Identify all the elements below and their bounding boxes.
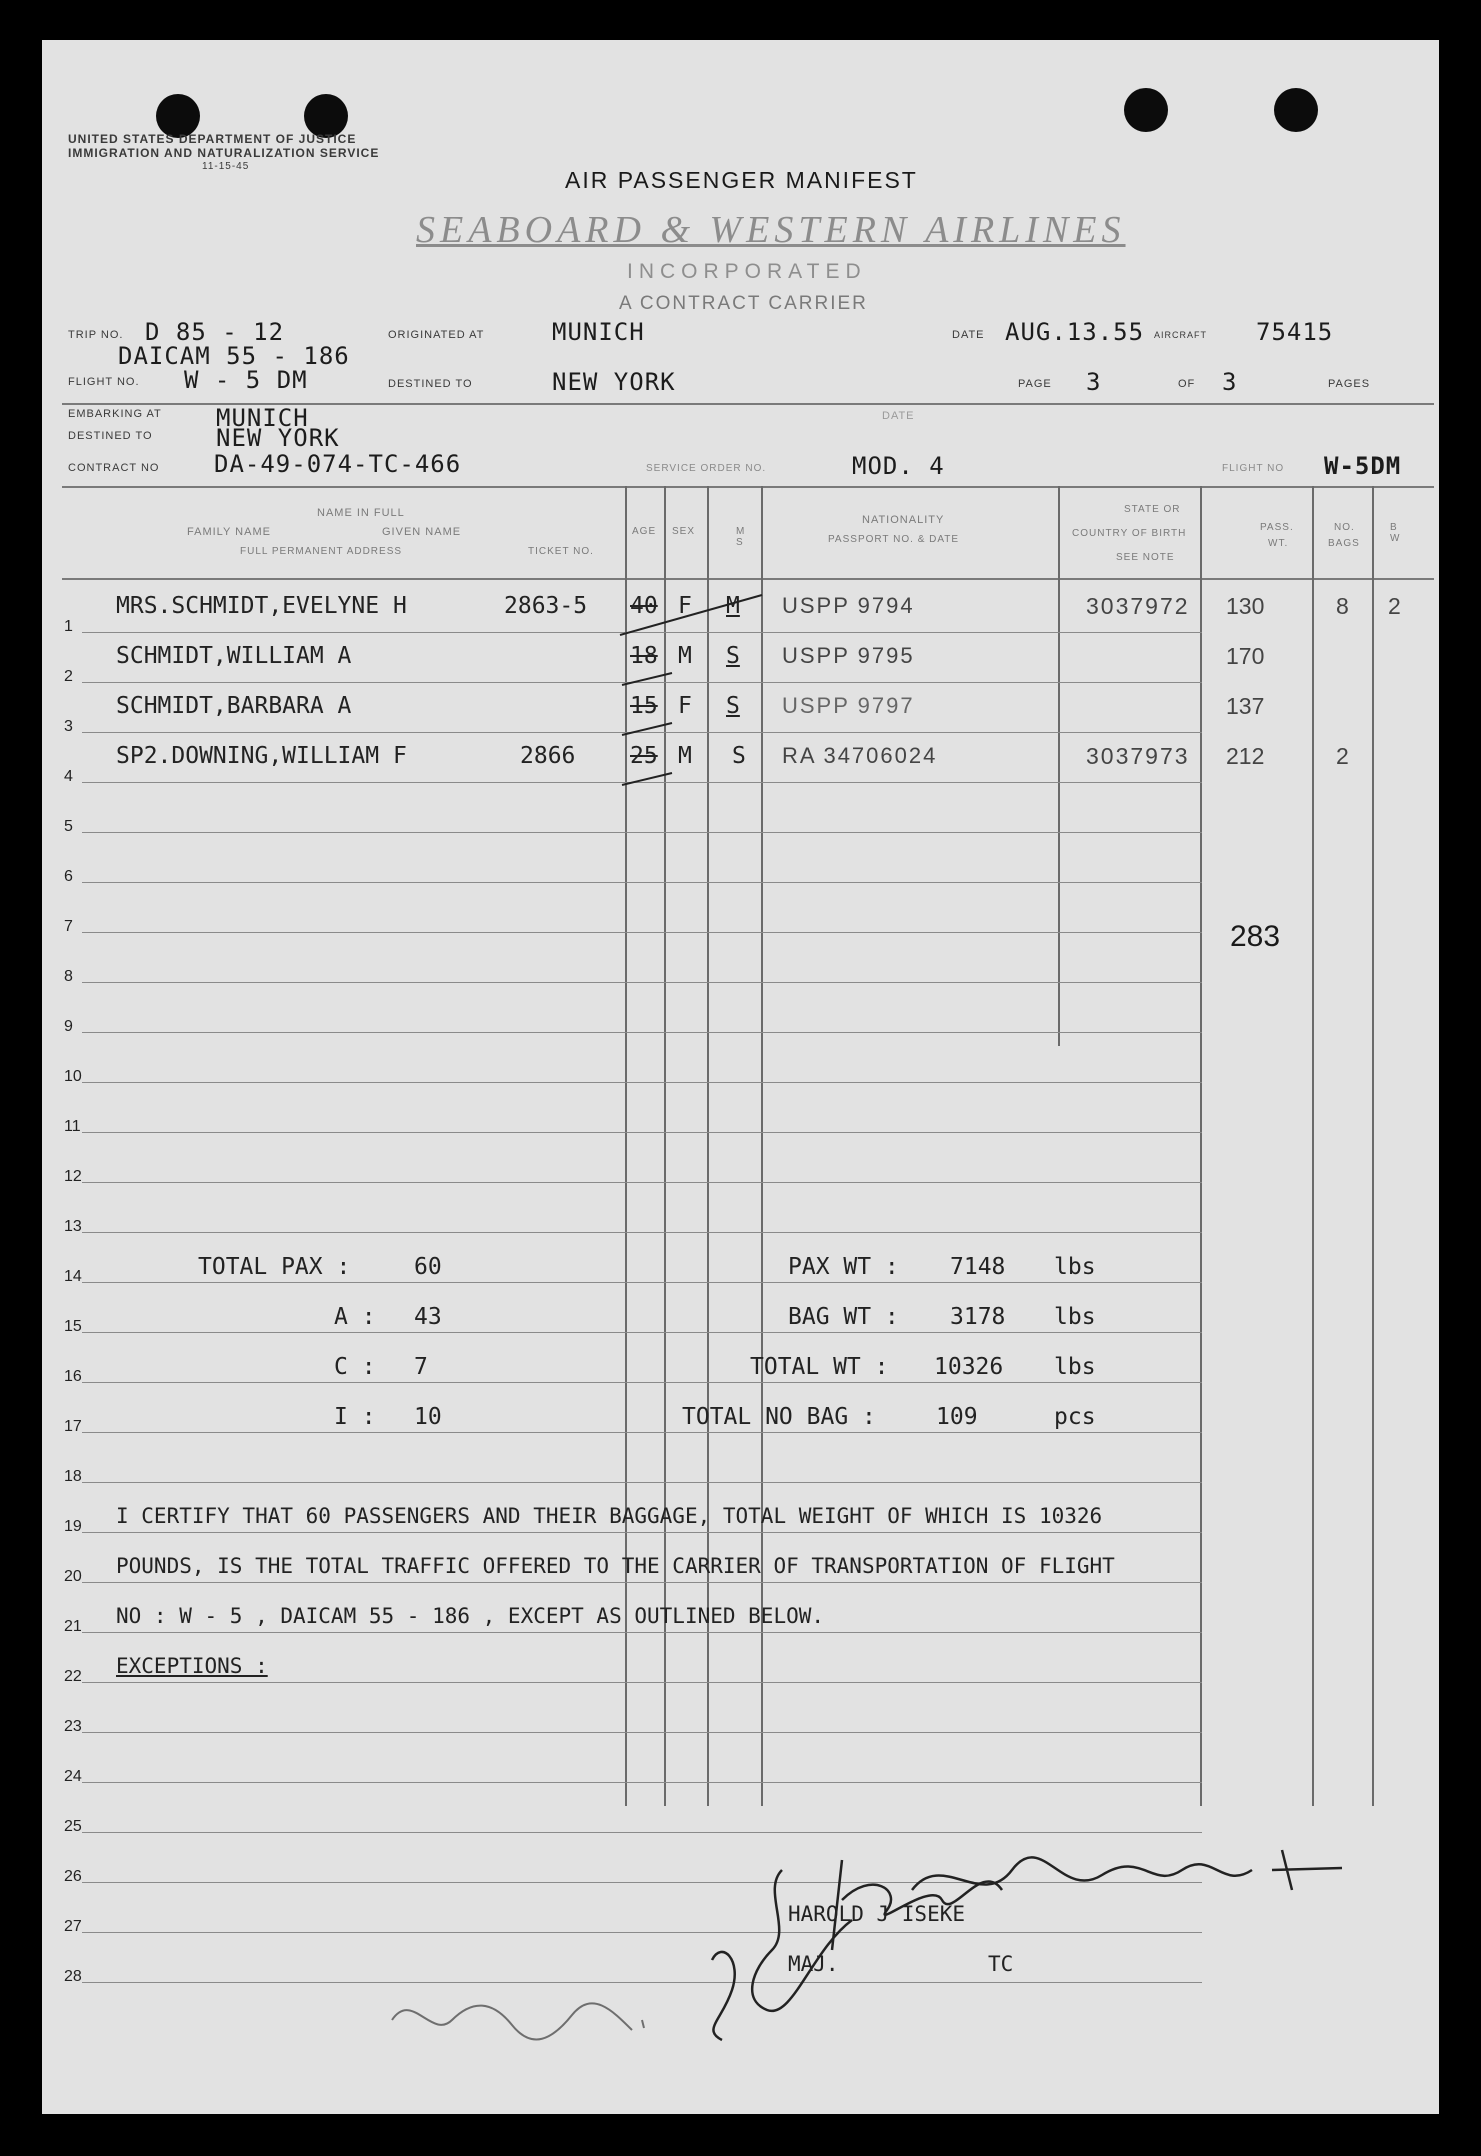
row-number: 16: [64, 1368, 82, 1385]
certification-line-2: POUNDS, IS THE TOTAL TRAFFIC OFFERED TO THE CARRIER OF TRANSPORTATION OF FLIGHT: [116, 1554, 1115, 1578]
date-label: DATE: [952, 329, 985, 341]
exceptions-label: EXCEPTIONS :: [116, 1654, 268, 1678]
col-pass: PASS.: [1260, 522, 1294, 533]
row-rule: [82, 1082, 1202, 1083]
row-rule: [82, 1482, 1202, 1483]
row-rule: [82, 1532, 1202, 1533]
col-family-name: FAMILY NAME: [187, 526, 271, 538]
col-wt: WT.: [1268, 538, 1289, 549]
flight-no-value: W - 5 DM: [184, 366, 308, 394]
passenger-2-ms: S: [726, 643, 740, 669]
row-number: 6: [64, 868, 73, 885]
dept-line-1: UNITED STATES DEPARTMENT OF JUSTICE: [68, 132, 357, 146]
bag-wt-value: 3178: [950, 1304, 1006, 1330]
row-rule: [82, 832, 1202, 833]
of-pages-value: 3: [1222, 368, 1238, 396]
pages-label: PAGES: [1328, 378, 1371, 390]
row-number: 7: [64, 918, 73, 935]
pax-wt-value: 7148: [950, 1254, 1006, 1280]
total-pax-value: 60: [414, 1254, 442, 1280]
i-label: I :: [334, 1404, 376, 1430]
service-order-label: SERVICE ORDER NO.: [646, 463, 767, 474]
a-label: A :: [334, 1304, 376, 1330]
page-label: PAGE: [1018, 378, 1052, 390]
row-number: 4: [64, 768, 73, 785]
row-rule: [82, 1732, 1202, 1733]
of-label: OF: [1178, 378, 1196, 390]
passenger-1-pass-wt: 130: [1226, 593, 1265, 619]
signer-branch: TC: [988, 1952, 1014, 1976]
row-rule: [82, 1682, 1202, 1683]
row-rule: [82, 1782, 1202, 1783]
passenger-4-age: 25: [630, 743, 658, 769]
row-number: 5: [64, 818, 73, 835]
bag-wt-unit: lbs: [1054, 1304, 1096, 1330]
row-number: 26: [64, 1868, 82, 1885]
a-value: 43: [414, 1304, 442, 1330]
passenger-4-pass-wt: 212: [1226, 743, 1265, 769]
total-wt-value: 10326: [934, 1354, 1004, 1380]
total-pax-label: TOTAL PAX :: [198, 1254, 351, 1280]
row-number: 18: [64, 1468, 82, 1485]
destined-to-value: NEW YORK: [552, 368, 676, 396]
handwritten-initials: [382, 1980, 702, 2070]
row-rule: [82, 1332, 1202, 1333]
table-top-rule: [62, 486, 1434, 488]
row-rule: [82, 1432, 1202, 1433]
flight-no-2-label: FLIGHT NO: [1222, 463, 1285, 474]
service-order-value: MOD. 4: [852, 452, 945, 480]
signer-rank: MAJ.: [788, 1952, 839, 1976]
passenger-3-passport: USPP 9797: [782, 693, 915, 718]
passenger-1-sex: F: [678, 593, 692, 619]
destined-to-label: DESTINED TO: [388, 378, 473, 390]
total-wt-unit: lbs: [1054, 1354, 1096, 1380]
row-number: 11: [64, 1118, 81, 1135]
col-see-note: SEE NOTE: [1116, 552, 1175, 563]
embarking-at-label: EMBARKING AT: [68, 408, 162, 420]
passenger-4-name: SP2.DOWNING,WILLIAM F: [116, 743, 407, 769]
passenger-3-name: SCHMIDT,BARBARA A: [116, 693, 352, 719]
col-age: AGE: [632, 526, 657, 537]
trip-no-value: D 85 - 12: [145, 318, 285, 346]
row-rule: [82, 1582, 1202, 1583]
row-number: 24: [64, 1768, 82, 1785]
age-strike-marks: [612, 575, 832, 795]
embarking-at-value: MUNICH: [216, 404, 309, 432]
row-number: 9: [64, 1018, 73, 1035]
destined-to-2-value: NEW YORK: [216, 424, 340, 452]
col-given-name: GIVEN NAME: [382, 526, 462, 538]
manifest-title: AIR PASSENGER MANIFEST: [565, 167, 918, 193]
row-number: 23: [64, 1718, 82, 1735]
passenger-1-birth: 3037972: [1086, 593, 1190, 619]
date-value: AUG.13.55: [1005, 318, 1145, 346]
row-number: 8: [64, 968, 73, 985]
contract-no-value: DA-49-074-TC-466: [214, 450, 462, 478]
total-bag-label: TOTAL NO BAG :: [682, 1404, 876, 1430]
col-passport: PASSPORT NO. & DATE: [828, 534, 960, 545]
row-number: 10: [64, 1068, 82, 1085]
row-number: 12: [64, 1168, 82, 1185]
passenger-1-ticket: 2863-5: [504, 593, 588, 619]
col-state-or: STATE OR: [1124, 504, 1181, 515]
col-ms: M S: [736, 526, 746, 548]
row-number: 1: [64, 618, 73, 635]
col-country-birth: COUNTRY OF BIRTH: [1072, 528, 1187, 539]
row-number: 28: [64, 1968, 82, 1985]
row-rule: [82, 1632, 1202, 1633]
row-number: 13: [64, 1218, 82, 1235]
row-rule: [82, 1032, 1202, 1033]
trip-no-label: TRIP NO.: [68, 329, 124, 341]
row-number: 27: [64, 1918, 82, 1935]
row-rule: [82, 932, 1202, 933]
passenger-2-passport: USPP 9795: [782, 643, 915, 668]
flight-no-2-value: W-5DM: [1324, 452, 1402, 480]
col-bags: BAGS: [1328, 538, 1360, 549]
c-value: 7: [414, 1354, 428, 1380]
handwritten-signature: [682, 1830, 1382, 2050]
passenger-4-bags: 2: [1336, 743, 1349, 769]
destined-to-2-label: DESTINED TO: [68, 430, 153, 442]
passenger-2-name: SCHMIDT,WILLIAM A: [116, 643, 352, 669]
pax-wt-unit: lbs: [1054, 1254, 1096, 1280]
row-number: 19: [64, 1518, 82, 1535]
passenger-1-ms: M: [726, 593, 740, 619]
row-number: 25: [64, 1818, 82, 1835]
airline-name: SEABOARD & WESTERN AIRLINES: [416, 209, 1126, 251]
passenger-1-name: MRS.SCHMIDT,EVELYNE H: [116, 593, 407, 619]
manifest-page: [42, 40, 1439, 2114]
passenger-1-bag-wt: 2: [1388, 593, 1401, 619]
total-bag-value: 109: [936, 1404, 978, 1430]
flight-no-label: FLIGHT NO.: [68, 376, 140, 388]
passenger-1-passport: USPP 9794: [782, 593, 915, 618]
passenger-3-sex: F: [678, 693, 692, 719]
col-line-birth: [1058, 486, 1060, 1046]
carrier-type: A CONTRACT CARRIER: [619, 293, 868, 314]
col-no: NO.: [1334, 522, 1355, 533]
row-number: 22: [64, 1668, 82, 1685]
row-number: 15: [64, 1318, 82, 1335]
passenger-4-ticket: 2866: [520, 743, 576, 769]
col-line-bagwt: [1372, 486, 1374, 1806]
col-nationality: NATIONALITY: [862, 514, 945, 526]
col-full-address: FULL PERMANENT ADDRESS: [240, 546, 403, 557]
col-line-bags: [1312, 486, 1314, 1806]
total-bag-unit: pcs: [1054, 1404, 1096, 1430]
passenger-1-age: 40: [630, 593, 658, 619]
passenger-3-pass-wt: 137: [1226, 693, 1265, 719]
pax-wt-label: PAX WT :: [788, 1254, 899, 1280]
row-rule: [82, 1382, 1202, 1383]
row-number: 21: [64, 1618, 82, 1635]
punch-hole-3: [1124, 88, 1168, 132]
passenger-4-sex: M: [678, 743, 692, 769]
total-wt-label: TOTAL WT :: [750, 1354, 889, 1380]
page-value: 3: [1086, 368, 1102, 396]
row-number: 2: [64, 668, 73, 685]
row-number: 3: [64, 718, 73, 735]
originated-at-value: MUNICH: [552, 318, 645, 346]
certification-line-1: I CERTIFY THAT 60 PASSENGERS AND THEIR BAGGAGE, TOTAL WEIGHT OF WHICH IS 10326: [116, 1504, 1103, 1528]
passenger-1-bags: 8: [1336, 593, 1349, 619]
aircraft-label: AIRCRAFT: [1154, 330, 1207, 340]
passenger-3-age: 15: [630, 693, 658, 719]
date2-label: DATE: [882, 410, 915, 422]
row-number: 17: [64, 1418, 82, 1435]
row-number: 14: [64, 1268, 82, 1285]
certification-line-3: NO : W - 5 , DAICAM 55 - 186 , EXCEPT AS OUTLINED BELOW.: [116, 1604, 825, 1628]
row-rule: [82, 1282, 1202, 1283]
row-rule: [82, 882, 1202, 883]
row-rule: [82, 982, 1202, 983]
signer-name: HAROLD J ISEKE: [788, 1902, 966, 1926]
col-sex: SEX: [672, 526, 696, 537]
passenger-4-passport: RA 34706024: [782, 743, 938, 768]
col-name-in-full: NAME IN FULL: [317, 507, 405, 519]
col-line-pass: [1200, 486, 1202, 1806]
daicam-value: DAICAM 55 - 186: [118, 342, 350, 370]
form-date: 11-15-45: [202, 161, 250, 172]
row-rule: [82, 1232, 1202, 1233]
dept-line-2: IMMIGRATION AND NATURALIZATION SERVICE: [68, 146, 380, 160]
aircraft-value: 75415: [1256, 318, 1334, 346]
passenger-4-birth: 3037973: [1086, 743, 1190, 769]
col-ticket-no: TICKET NO.: [528, 546, 594, 557]
passenger-3-ms: S: [726, 693, 740, 719]
passenger-2-pass-wt: 170: [1226, 643, 1265, 669]
punch-hole-4: [1274, 88, 1318, 132]
stamp-number: 283: [1230, 920, 1281, 953]
contract-no-label: CONTRACT NO: [68, 462, 160, 474]
row-rule: [82, 1182, 1202, 1183]
i-value: 10: [414, 1404, 442, 1430]
bag-wt-label: BAG WT :: [788, 1304, 899, 1330]
incorporated-label: INCORPORATED: [627, 260, 867, 283]
col-bag-wt: B W: [1390, 522, 1401, 544]
passenger-2-age: 18: [630, 643, 658, 669]
row-number: 20: [64, 1568, 82, 1585]
originated-at-label: ORIGINATED AT: [388, 329, 485, 341]
c-label: C :: [334, 1354, 376, 1380]
passenger-4-ms: S: [732, 743, 746, 769]
row-rule: [82, 1132, 1202, 1133]
passenger-2-sex: M: [678, 643, 692, 669]
